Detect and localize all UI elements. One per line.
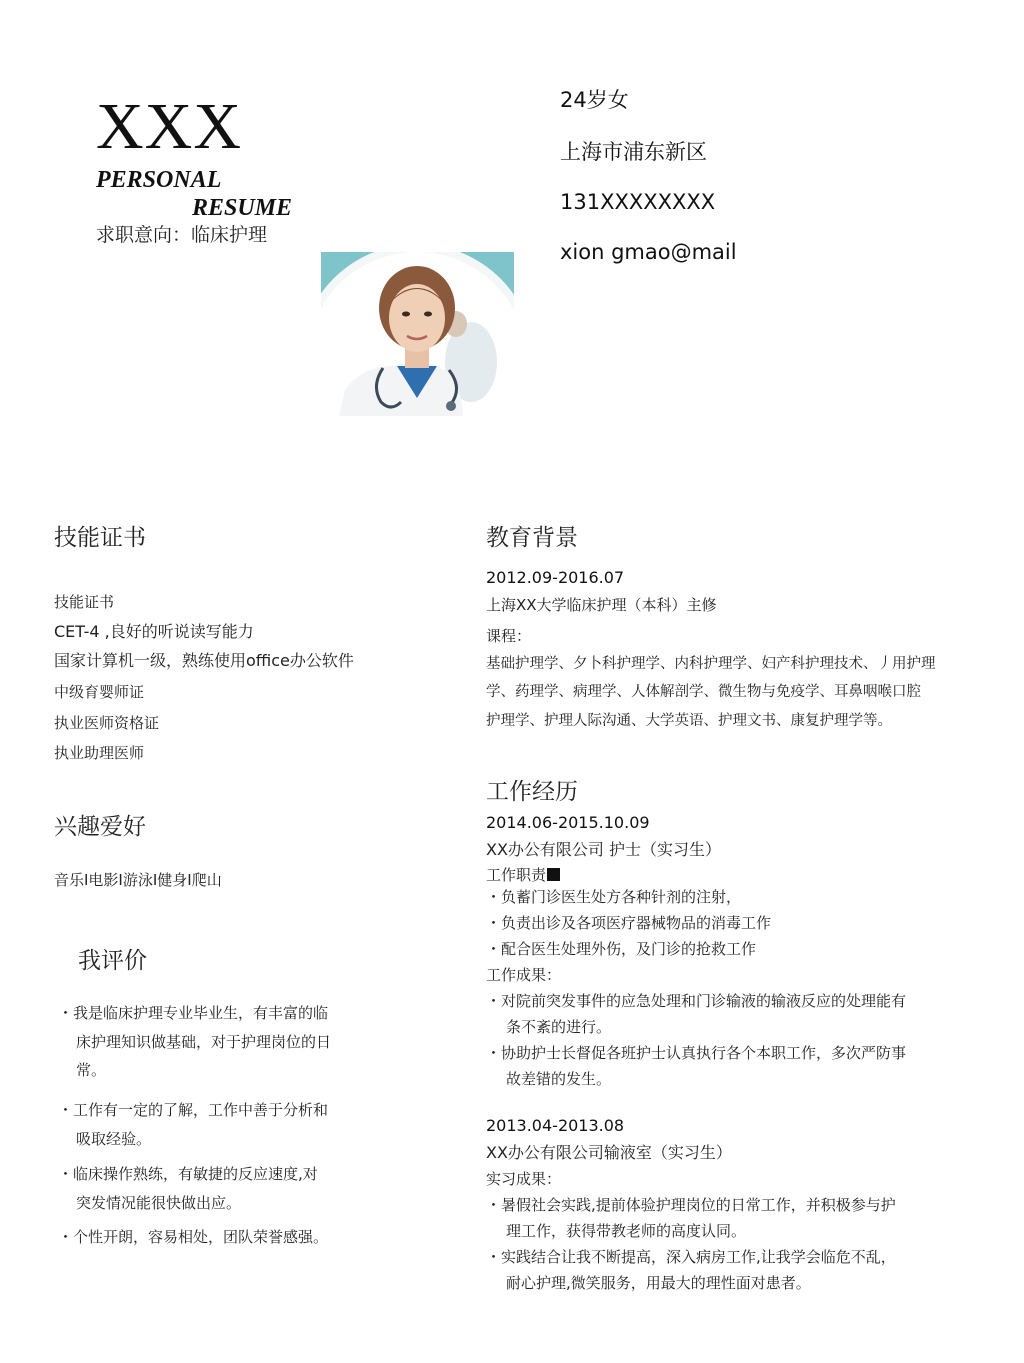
- personal-label: PERSONAL: [96, 167, 222, 193]
- work-title: 工作经历: [486, 779, 578, 805]
- self-eval-line: 床护理知识做基础，对于护理岗位的日: [76, 1032, 332, 1051]
- education-courses-line: 学、药理学、病理学、人体解剖学、微生物与免疫学、耳鼻咽喉口腔: [486, 684, 921, 700]
- job-company: XX办公有限公司 护士（实习生）: [486, 840, 722, 859]
- education-date: 2012.09-2016.07: [486, 568, 625, 587]
- black-square-icon: [547, 868, 560, 881]
- nurse-portrait-icon: [321, 252, 514, 416]
- hobbies-text: 音乐I电影I游泳I健身I爬山: [54, 871, 222, 889]
- job-result-line: ・协助护士长督促各班护士认真执行各个本职工作，多次严防事: [486, 1044, 907, 1062]
- self-eval-line: 常。: [76, 1061, 107, 1079]
- self-eval-item: [58, 999, 331, 1085]
- self-eval-line: ・个性开朗，容易相处，团队荣誉感强。: [58, 1228, 329, 1246]
- self-eval-item: [58, 1160, 318, 1217]
- self-eval-line: ・工作有一定的了解，工作中善于分析和: [58, 1101, 329, 1119]
- resume-label: RESUME: [192, 195, 293, 221]
- profile-photo: [321, 252, 514, 416]
- job-result-line: ・对院前突发事件的应急处理和门诊输液的输液反应的处理能有: [486, 992, 907, 1010]
- skill-item: 国家计算机一级，熟练使用office办公软件: [54, 651, 354, 670]
- hobbies-title: 兴趣爱好: [54, 814, 146, 840]
- self-eval-title: 我评价: [78, 948, 147, 974]
- job-duty-label: 工作职责: [486, 866, 547, 884]
- resume-name: XXX: [96, 90, 242, 163]
- info-location: 上海市浦东新区: [560, 140, 707, 164]
- job-result-label: 实习成果：: [486, 1170, 562, 1188]
- job-result-label: 工作成果：: [486, 966, 562, 984]
- skill-item: 执业助理医师: [54, 744, 145, 762]
- education-course-label: 课程：: [486, 627, 532, 645]
- job-duty: ・负蓄门诊医生处方各种针剂的注射，: [486, 888, 742, 906]
- self-eval-item: [58, 1223, 328, 1252]
- skill-item: 技能证书: [54, 593, 115, 611]
- job-date: 2013.04-2013.08: [486, 1116, 625, 1135]
- info-phone: 131XXXXXXXX: [560, 190, 716, 214]
- education-title: 教育背景: [486, 525, 578, 551]
- education-courses-line: 基础护理学、夕卜科护理学、内科护理学、妇产科护理技术、丿用护理: [486, 656, 936, 672]
- job-result-line: 理工作，获得带教老师的高度认同。: [506, 1222, 747, 1240]
- job-result-line: 故差错的发生。: [506, 1070, 612, 1088]
- skill-item: 中级育婴师证: [54, 683, 145, 701]
- job-result-line: 耐心护理,微笑服务，用最大的理性面对患者。: [506, 1274, 811, 1292]
- education-school: 上海XX大学临床护理（本科）主修: [486, 596, 717, 614]
- self-eval-item: [58, 1096, 328, 1153]
- job-intent: 求职意向：临床护理: [96, 224, 268, 246]
- info-email: xion gmao@mail: [560, 240, 737, 264]
- job-result-line: ・暑假社会实践,提前体验护理岗位的日常工作，并积极参与护: [486, 1196, 896, 1214]
- job-result-line: ・实践结合让我不断提高，深入病房工作,让我学会临危不乱，: [486, 1248, 896, 1266]
- skill-item: CET-4 ,良好的听说读写能力: [54, 622, 254, 641]
- self-eval-line: 吸取经验。: [76, 1129, 152, 1148]
- info-age-gender: 24岁女: [560, 88, 629, 112]
- self-eval-line: ・临床操作熟练，有敏捷的反应速度,对: [58, 1165, 318, 1183]
- job-company: XX办公有限公司输液室（实习生）: [486, 1143, 732, 1162]
- self-eval-line: ・我是临床护理专业毕业生，有丰富的临: [58, 1004, 329, 1022]
- job-result-line: 条不紊的进行。: [506, 1018, 612, 1036]
- job-duty: ・负责出诊及各项医疗器械物品的消毒工作: [486, 914, 772, 932]
- self-eval-line: 突发情况能很快做出应。: [76, 1193, 242, 1212]
- skills-title: 技能证书: [54, 525, 146, 551]
- job-date: 2014.06-2015.10.09: [486, 813, 650, 832]
- skill-item: 执业医师资格证: [54, 714, 160, 732]
- job-duty-heading: [486, 865, 560, 885]
- job-duty: ・配合医生处理外伤，及门诊的抢救工作: [486, 940, 757, 958]
- education-courses-line: 护理学、护理人际沟通、大学英语、护理文书、康复护理学等。: [486, 713, 892, 729]
